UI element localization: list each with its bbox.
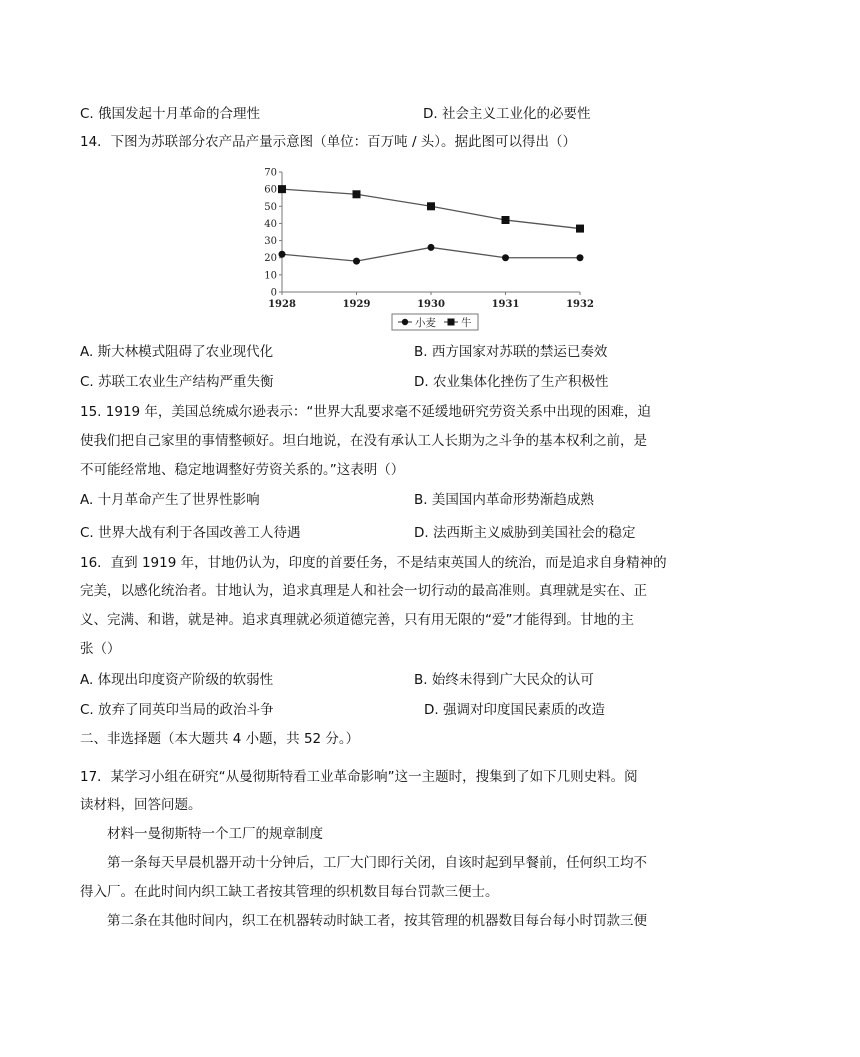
q17-rule-1-line-1: 第一条每天早晨机器开动十分钟后，工厂大门即行关闭，自该时起到早餐前，任何织工均不 bbox=[107, 855, 647, 871]
q13-option-c: C. 俄国发起十月革命的合理性 bbox=[80, 106, 261, 122]
y-tick-label: 50 bbox=[264, 201, 277, 213]
data-point-square bbox=[427, 202, 435, 210]
data-point-circle bbox=[353, 258, 360, 265]
x-tick-labels bbox=[268, 292, 594, 310]
q16-option-b: B. 始终未得到广大民众的认可 bbox=[414, 672, 594, 688]
chart-legend bbox=[392, 314, 478, 330]
q17-line-2: 读材料，回答问题。 bbox=[80, 797, 202, 813]
chart-series bbox=[278, 185, 584, 265]
q17-rule-2-line-1: 第二条在其他时间内，织工在机器转动时缺工者，按其管理的机器数目每台每小时罚款三便 bbox=[107, 913, 647, 929]
q16-option-a: A. 体现出印度资产阶级的软弱性 bbox=[80, 672, 274, 688]
y-tick-label: 70 bbox=[264, 167, 277, 179]
q15-option-b: B. 美国国内革命形势渐趋成熟 bbox=[414, 492, 594, 508]
q15-option-a: A. 十月革命产生了世界性影响 bbox=[80, 492, 260, 508]
x-tick-label: 1930 bbox=[417, 299, 445, 310]
section-2-heading: 二、非选择题（本大题共 4 小题，共 52 分。） bbox=[80, 731, 360, 747]
q15-line-1: 15. 1919 年，美国总统威尔逊表示：“世界大乱要求毫不延缓地研究劳资关系中出现的困难，迫 bbox=[80, 404, 651, 420]
legend-circle-marker bbox=[402, 319, 408, 325]
y-tick-label: 20 bbox=[264, 253, 277, 265]
q15-line-3: 不可能经常地、稳定地调整好劳资关系的。”这表明（） bbox=[80, 462, 405, 478]
x-tick-label: 1932 bbox=[566, 299, 594, 310]
production-line-chart bbox=[262, 162, 602, 338]
q17-material-title: 材料一曼彻斯特一个工厂的规章制度 bbox=[107, 826, 323, 842]
q15-option-c: C. 世界大战有利于各国改善工人待遇 bbox=[80, 525, 301, 541]
q16-option-d: D. 强调对印度国民素质的改造 bbox=[424, 702, 605, 718]
q15-option-d: D. 法西斯主义威胁到美国社会的稳定 bbox=[414, 525, 636, 541]
q16-line-1: 16．直到 1919 年，甘地仍认为，印度的首要任务，不是结束英国人的统治，而是追求自身精神的 bbox=[80, 555, 667, 571]
q14-option-c: C. 苏联工农业生产结构严重失衡 bbox=[80, 374, 274, 390]
x-tick-label: 1931 bbox=[491, 299, 520, 310]
chart-axes bbox=[282, 172, 580, 292]
q17-line-1: 17．某学习小组在研究“从曼彻斯特看工业革命影响”这一主题时，搜集到了如下几则史料。阅 bbox=[80, 769, 638, 785]
q14-option-a: A. 斯大林模式阻碍了农业现代化 bbox=[80, 344, 274, 360]
q14-option-b: B. 西方国家对苏联的禁运已奏效 bbox=[414, 344, 608, 360]
y-tick-label: 60 bbox=[264, 184, 277, 196]
legend-square-marker bbox=[448, 319, 455, 326]
y-tick-label: 10 bbox=[264, 270, 277, 282]
q16-line-4: 张（） bbox=[80, 641, 121, 657]
y-tick-label: 0 bbox=[270, 287, 277, 299]
legend-label: 小麦 bbox=[415, 317, 436, 329]
legend-label: 牛 bbox=[461, 317, 472, 329]
q16-option-c: C. 放弃了同英印当局的政治斗争 bbox=[80, 702, 274, 718]
data-point-square bbox=[576, 225, 584, 233]
q15-line-2: 使我们把自己家里的事情整顿好。坦白地说，在没有承认工人长期为之斗争的基本权利之前，是 bbox=[80, 433, 647, 449]
data-point-circle bbox=[428, 244, 435, 251]
data-point-circle bbox=[279, 251, 286, 258]
data-point-circle bbox=[577, 254, 584, 261]
y-tick-label: 30 bbox=[264, 236, 277, 248]
q16-line-3: 义、完满、和谐，就是神。追求真理就必须道德完善，只有用无限的“爱”才能得到。甘地的主 bbox=[80, 612, 634, 628]
y-tick-label: 40 bbox=[264, 218, 277, 230]
x-tick-label: 1928 bbox=[268, 299, 296, 310]
q14-option-d: D. 农业集体化挫伤了生产积极性 bbox=[414, 374, 609, 390]
q14-stem: 14．下图为苏联部分农产品产量示意图（单位：百万吨 / 头）。据此图可以得出（） bbox=[80, 134, 577, 150]
q16-line-2: 完美，以感化统治者。甘地认为，追求真理是人和社会一切行动的最高准则。真理就是实在、正 bbox=[80, 583, 647, 599]
q13-option-d: D. 社会主义工业化的必要性 bbox=[423, 106, 591, 122]
data-point-square bbox=[502, 216, 510, 224]
q17-rule-1-line-2: 得入厂。在此时间内织工缺工者按其管理的织机数目每台罚款三便士。 bbox=[80, 884, 499, 900]
data-point-square bbox=[353, 190, 361, 198]
data-point-square bbox=[278, 185, 286, 193]
x-tick-label: 1929 bbox=[342, 299, 371, 310]
data-point-circle bbox=[502, 254, 509, 261]
